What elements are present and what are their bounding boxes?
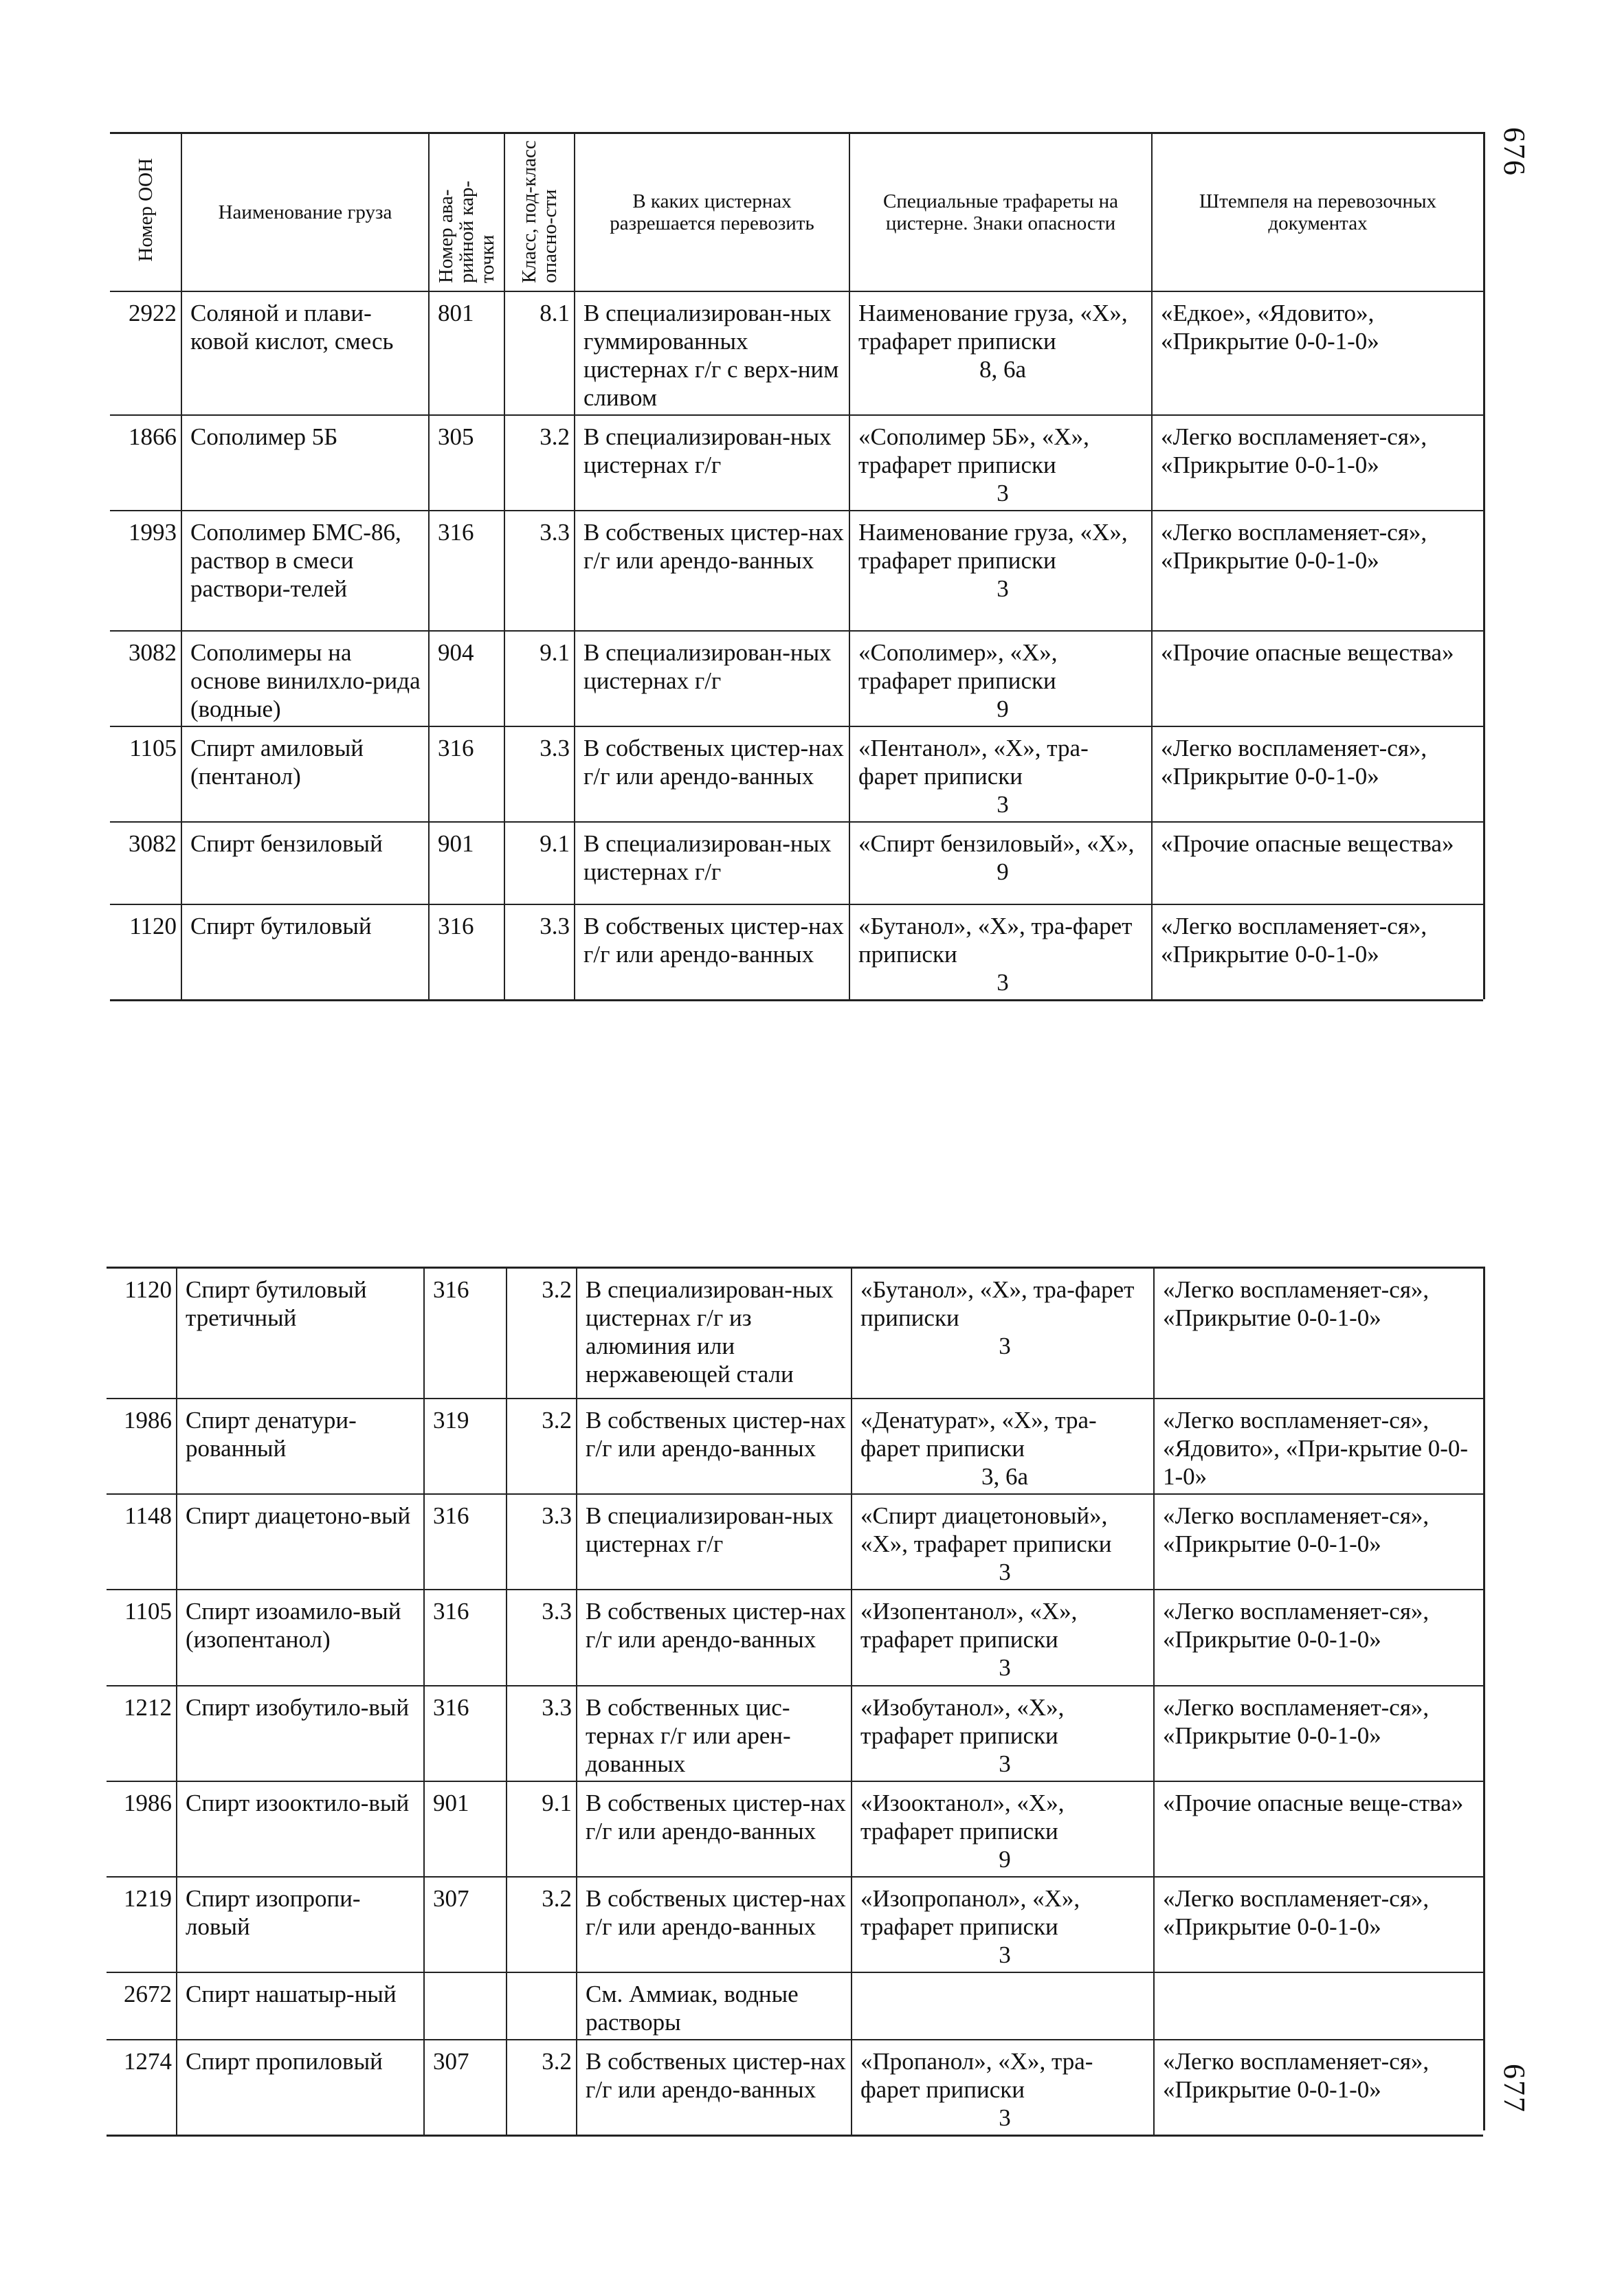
- right-rule-top: [1483, 132, 1485, 999]
- cargo-name-cell: Спирт пропиловый: [177, 2040, 424, 2136]
- cargo-name-cell: Спирт бензиловый: [181, 822, 429, 904]
- stencil-cell: [849, 291, 1152, 415]
- emergency-card-cell: 316: [429, 904, 504, 1001]
- emergency-card-cell: 319: [424, 1399, 507, 1494]
- tanks-cell: В собственых цистер-нах г/г или арендо-ванных: [575, 904, 849, 1001]
- hazard-class-cell: 8.1: [504, 291, 575, 415]
- hazard-class-cell: 3.2: [507, 1877, 577, 1972]
- hazard-class-cell: 3.3: [504, 511, 575, 631]
- un-number-cell: 1120: [110, 904, 181, 1001]
- stencil-cell: [852, 1686, 1154, 1781]
- cargo-name-cell: Спирт бутиловый третичный: [177, 1268, 424, 1399]
- tanks-cell: В специализирован-ных цистернах г/г: [575, 415, 849, 511]
- un-number-cell: 3082: [110, 631, 181, 726]
- emergency-card-cell: 316: [424, 1686, 507, 1781]
- table-row: [110, 415, 1483, 511]
- tanks-cell: В собственных цис-тернах г/г или арен-дованных: [577, 1686, 852, 1781]
- table-row: [107, 1268, 1483, 1399]
- page-number-top: 676: [1498, 127, 1531, 177]
- tanks-cell: В собственых цистер-нах г/г или арендо-ванных: [577, 1781, 852, 1877]
- un-number-cell: 1993: [110, 511, 181, 631]
- stamp-cell: «Легко воспламеняет-ся», «Прикрытие 0-0-1-0»: [1154, 1494, 1483, 1590]
- hazard-sign: 3: [997, 480, 1009, 506]
- tanks-cell: В собственых цистер-нах г/г или арендо-ванных: [577, 1877, 852, 1972]
- un-number-cell: 1986: [107, 1781, 177, 1877]
- emergency-card-cell: 307: [424, 1877, 507, 1972]
- table-row: [110, 726, 1483, 822]
- stencil-cell: [852, 1268, 1154, 1399]
- hazard-sign: 3, 6а: [981, 1462, 1029, 1490]
- hazard-sign: 9: [999, 1845, 1011, 1873]
- table-row: [107, 1590, 1483, 1686]
- stencil-cell: [849, 904, 1152, 1001]
- stencil-text: «Спирт диацетоновый», «Х», трафарет приписки: [860, 1502, 1112, 1557]
- stencil-cell: [849, 631, 1152, 726]
- header-tanks: В каких цистернах разрешается перевозить: [575, 133, 849, 292]
- table1-body: [110, 291, 1483, 1001]
- un-number-cell: 1986: [107, 1399, 177, 1494]
- un-number-cell: 1274: [107, 2040, 177, 2136]
- cargo-table-bottom: [107, 1267, 1483, 2137]
- un-number-cell: 1105: [110, 726, 181, 822]
- cargo-name-cell: Спирт изоамило-вый (изопентанол): [177, 1590, 424, 1686]
- header-emergency-card: Номер ава-рийной кар-точки: [429, 133, 504, 292]
- emergency-card-cell: 901: [429, 822, 504, 904]
- emergency-card-cell: 316: [429, 511, 504, 631]
- table-row: [107, 1399, 1483, 1494]
- stencil-text: «Сополимер», «Х», трафарет приписки: [858, 639, 1058, 694]
- hazard-class-cell: 3.2: [507, 1268, 577, 1399]
- stencil-text: Наименование груза, «Х», трафарет приписки: [858, 519, 1128, 574]
- stencil-cell: [849, 726, 1152, 822]
- stencil-cell: [852, 1877, 1154, 1972]
- stencil-text: «Денатурат», «Х», тра-фарет приписки: [860, 1406, 1097, 1462]
- stencil-cell: [852, 1781, 1154, 1877]
- emergency-card-cell: 904: [429, 631, 504, 726]
- stencil-cell: [852, 1972, 1154, 2040]
- stencil-cell: [852, 1399, 1154, 1494]
- emergency-card-cell: 901: [424, 1781, 507, 1877]
- hazard-class-cell: 9.1: [504, 822, 575, 904]
- stencil-text: «Сополимер 5Б», «Х», трафарет приписки: [858, 423, 1089, 478]
- table-row: [110, 511, 1483, 631]
- un-number-cell: 1212: [107, 1686, 177, 1781]
- tanks-cell: В собственых цистер-нах г/г или арендо-ванных: [577, 2040, 852, 2136]
- hazard-class-cell: 3.3: [507, 1494, 577, 1590]
- emergency-card-cell: 316: [424, 1268, 507, 1399]
- cargo-name-cell: Спирт нашатыр-ный: [177, 1972, 424, 2040]
- stamp-cell: «Прочие опасные вещества»: [1152, 822, 1483, 904]
- un-number-cell: 1120: [107, 1268, 177, 1399]
- hazard-class-cell: 3.3: [507, 1686, 577, 1781]
- header-row: [110, 133, 1483, 292]
- stamp-cell: «Легко воспламеняет-ся», «Прикрытие 0-0-1-0»: [1152, 904, 1483, 1001]
- un-number-cell: 1105: [107, 1590, 177, 1686]
- right-rule-bottom: [1483, 1267, 1485, 2130]
- tanks-cell: В специализирован-ных гуммированных цистернах г/г с верх-ним сливом: [575, 291, 849, 415]
- table-row: [107, 1494, 1483, 1590]
- table-row: [107, 1686, 1483, 1781]
- hazard-class-cell: 3.3: [507, 1590, 577, 1686]
- table-row: [107, 2040, 1483, 2136]
- hazard-sign: 8, 6а: [979, 356, 1027, 383]
- hazard-sign: 3: [999, 1750, 1011, 1777]
- tanks-cell: В собственых цистер-нах г/г или арендо-ванных: [575, 726, 849, 822]
- un-number-cell: 2672: [107, 1972, 177, 2040]
- stencil-text: Наименование груза, «Х», трафарет приписки: [858, 300, 1128, 355]
- un-number-cell: 2922: [110, 291, 181, 415]
- stamp-cell: [1154, 1972, 1483, 2040]
- table-row: [110, 904, 1483, 1001]
- table-row: [107, 1781, 1483, 1877]
- hazard-sign: 3: [999, 2104, 1011, 2131]
- stencil-text: «Бутанол», «Х», тра-фарет приписки: [860, 1276, 1135, 1331]
- hazard-class-cell: 3.3: [504, 904, 575, 1001]
- stamp-cell: «Легко воспламеняет-ся», «Прикрытие 0-0-1-0»: [1154, 1590, 1483, 1686]
- header-hazard-class: Класс, под-класс опасно-сти: [504, 133, 575, 292]
- stencil-cell: [852, 1590, 1154, 1686]
- hazard-sign: 9: [997, 695, 1009, 722]
- cargo-name-cell: Спирт изопропи-ловый: [177, 1877, 424, 1972]
- hazard-sign: 9: [997, 858, 1009, 885]
- stamp-cell: «Легко воспламеняет-ся», «Прикрытие 0-0-1-0»: [1154, 2040, 1483, 2136]
- stencil-text: «Изооктанол», «Х», трафарет приписки: [860, 1789, 1065, 1845]
- tanks-cell: В специализирован-ных цистернах г/г из алюминия или нержавеющей стали: [577, 1268, 852, 1399]
- table-row: [107, 1877, 1483, 1972]
- cargo-name-cell: Спирт бутиловый: [181, 904, 429, 1001]
- stamp-cell: «Едкое», «Ядовито», «Прикрытие 0-0-1-0»: [1152, 291, 1483, 415]
- hazard-sign: 3: [999, 1941, 1011, 1968]
- cargo-name-cell: Спирт изооктило-вый: [177, 1781, 424, 1877]
- hazard-class-cell: 3.3: [504, 726, 575, 822]
- un-number-cell: 1219: [107, 1877, 177, 1972]
- cargo-name-cell: Спирт денатури-рованный: [177, 1399, 424, 1494]
- tanks-cell: В специализирован-ных цистернах г/г: [575, 822, 849, 904]
- stamp-cell: «Легко воспламеняет-ся», «Прикрытие 0-0-1-0»: [1154, 1686, 1483, 1781]
- un-number-cell: 3082: [110, 822, 181, 904]
- stencil-text: «Пентанол», «Х», тра-фарет приписки: [858, 735, 1089, 790]
- stamp-cell: «Легко воспламеняет-ся», «Прикрытие 0-0-1-0»: [1154, 1268, 1483, 1399]
- tanks-cell: В собственых цистер-нах г/г или арендо-ванных: [575, 511, 849, 631]
- stencil-text: «Изобутанол», «Х», трафарет приписки: [860, 1693, 1065, 1749]
- table2-body: [107, 1268, 1483, 2136]
- cargo-name-cell: Спирт диацетоно-вый: [177, 1494, 424, 1590]
- hazard-sign: 3: [997, 575, 1009, 602]
- tanks-cell: В собственых цистер-нах г/г или арендо-ванных: [577, 1399, 852, 1494]
- hazard-sign: 3: [997, 969, 1009, 996]
- emergency-card-cell: 305: [429, 415, 504, 511]
- hazard-sign: 3: [997, 791, 1009, 818]
- stencil-cell: [849, 415, 1152, 511]
- stamp-cell: «Легко воспламеняет-ся», «Ядовито», «При-крытие 0-0-1-0»: [1154, 1399, 1483, 1494]
- header-un-number: Номер ООН: [110, 133, 181, 292]
- cargo-name-cell: Сополимеры на основе винилхло-рида (водные): [181, 631, 429, 726]
- stencil-text: «Изопропанол», «Х», трафарет приписки: [860, 1884, 1080, 1940]
- stencil-cell: [852, 2040, 1154, 2136]
- stencil-text: «Спирт бензиловый», «Х»,: [858, 830, 1135, 857]
- emergency-card-cell: 316: [429, 726, 504, 822]
- stamp-cell: «Легко воспламеняет-ся», «Прикрытие 0-0-1-0»: [1152, 726, 1483, 822]
- hazard-class-cell: 3.2: [507, 2040, 577, 2136]
- hazard-sign: 3: [999, 1333, 1011, 1359]
- un-number-cell: 1148: [107, 1494, 177, 1590]
- emergency-card-cell: 316: [424, 1590, 507, 1686]
- stencil-cell: [849, 511, 1152, 631]
- hazard-sign: 3: [999, 1558, 1011, 1585]
- stencil-cell: [849, 822, 1152, 904]
- stamp-cell: «Прочие опасные веще-ства»: [1154, 1781, 1483, 1877]
- cargo-name-cell: Спирт амиловый (пентанол): [181, 726, 429, 822]
- header-stamps: Штемпеля на перевозочных документах: [1152, 133, 1483, 292]
- cargo-name-cell: Спирт изобутило-вый: [177, 1686, 424, 1781]
- stamp-cell: «Легко воспламеняет-ся», «Прикрытие 0-0-1-0»: [1152, 511, 1483, 631]
- tanks-cell: В специализирован-ных цистернах г/г: [577, 1494, 852, 1590]
- stencil-text: «Изопентанол», «Х», трафарет приписки: [860, 1597, 1078, 1653]
- table-row: [110, 822, 1483, 904]
- table-row: [107, 1972, 1483, 2040]
- table-row: [110, 631, 1483, 726]
- hazard-class-cell: [507, 1972, 577, 2040]
- header-stencils: Специальные трафареты на цистерне. Знаки опасности: [849, 133, 1152, 292]
- emergency-card-cell: 801: [429, 291, 504, 415]
- cargo-name-cell: Сополимер БМС-86, раствор в смеси раствори-телей: [181, 511, 429, 631]
- tanks-cell: В собственых цистер-нах г/г или арендо-ванных: [577, 1590, 852, 1686]
- stencil-cell: [852, 1494, 1154, 1590]
- cargo-name-cell: Соляной и плави-ковой кислот, смесь: [181, 291, 429, 415]
- page-number-bottom: 677: [1498, 2064, 1531, 2113]
- stamp-cell: «Легко воспламеняет-ся», «Прикрытие 0-0-1-0»: [1154, 1877, 1483, 1972]
- cargo-name-cell: Сополимер 5Б: [181, 415, 429, 511]
- stencil-text: «Бутанол», «Х», тра-фарет приписки: [858, 913, 1133, 968]
- table-row: [110, 291, 1483, 415]
- tanks-cell: См. Аммиак, водные растворы: [577, 1972, 852, 2040]
- hazard-class-cell: 3.2: [507, 1399, 577, 1494]
- stamp-cell: «Легко воспламеняет-ся», «Прикрытие 0-0-1-0»: [1152, 415, 1483, 511]
- hazard-class-cell: 9.1: [507, 1781, 577, 1877]
- tanks-cell: В специализирован-ных цистернах г/г: [575, 631, 849, 726]
- emergency-card-cell: 316: [424, 1494, 507, 1590]
- hazard-class-cell: 9.1: [504, 631, 575, 726]
- hazard-sign: 3: [999, 1653, 1011, 1681]
- un-number-cell: 1866: [110, 415, 181, 511]
- header-cargo-name: Наименование груза: [181, 133, 429, 292]
- hazard-class-cell: 3.2: [504, 415, 575, 511]
- stamp-cell: «Прочие опасные вещества»: [1152, 631, 1483, 726]
- emergency-card-cell: [424, 1972, 507, 2040]
- cargo-table-top: [110, 132, 1483, 1001]
- emergency-card-cell: 307: [424, 2040, 507, 2136]
- stencil-text: «Пропанол», «Х», тра-фарет приписки: [860, 2047, 1093, 2103]
